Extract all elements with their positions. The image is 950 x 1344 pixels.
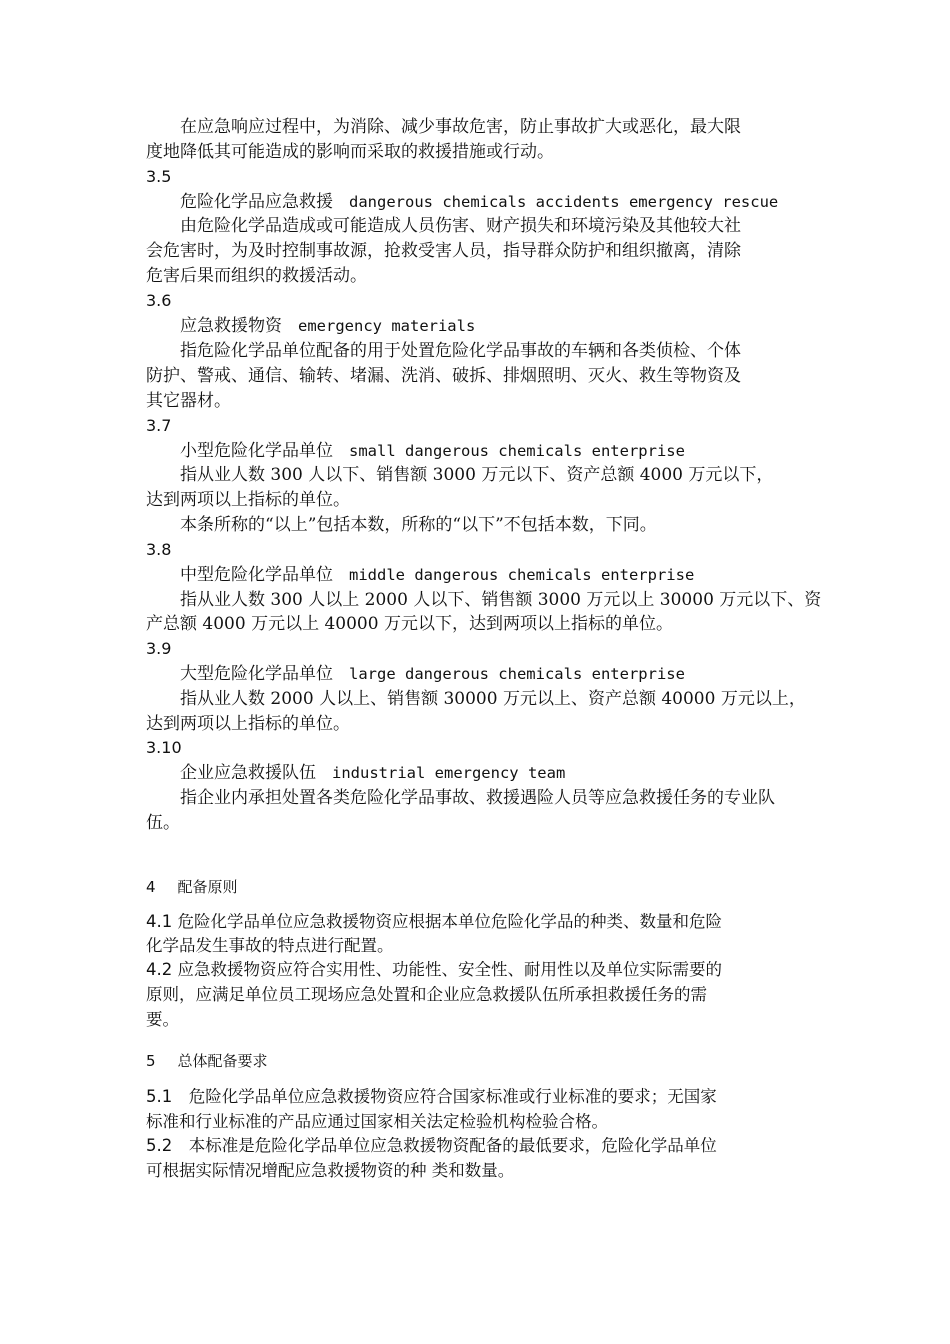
term-english: dangerous chemicals accidents emergency rescue xyxy=(349,193,779,211)
paragraph-line: 指企业内承担处置各类危险化学品事故、救援遇险人员等应急救援任务的专业队 xyxy=(180,788,775,808)
paragraph-line: 5.1 危险化学品单位应急救援物资应符合国家标准或行业标准的要求；无国家 xyxy=(146,1087,717,1106)
paragraph-line: 伍。 xyxy=(146,813,180,833)
section-number: 3.5 xyxy=(146,167,172,186)
paragraph-line: 原则，应满足单位员工现场应急处置和企业应急救援队伍所承担救援任务的需 xyxy=(146,985,707,1004)
term-chinese: 企业应急救援队伍 xyxy=(180,763,316,783)
term-english: middle dangerous chemicals enterprise xyxy=(349,566,695,584)
term-chinese: 小型危险化学品单位 xyxy=(180,441,333,461)
term-heading xyxy=(180,439,685,463)
paragraph-line: 由危险化学品造成或可能造成人员伤害、财产损失和环境污染及其他较大社 xyxy=(180,216,741,236)
paragraph-line: 本条所称的“以上”包括本数，所称的“以下”不包括本数，下同。 xyxy=(180,515,657,535)
term-chinese: 危险化学品应急救援 xyxy=(180,192,333,212)
term-heading xyxy=(180,563,694,587)
section-heading xyxy=(146,875,238,899)
section-number: 3.8 xyxy=(146,540,172,559)
term-heading xyxy=(180,662,685,686)
section-heading xyxy=(146,1049,268,1073)
paragraph-line: 指危险化学品单位配备的用于处置危险化学品事故的车辆和各类侦检、个体 xyxy=(180,341,741,361)
paragraph-line: 防护、警戒、通信、输转、堵漏、洗消、破拆、排烟照明、灭火、救生等物资及 xyxy=(146,366,741,386)
section-number: 3.9 xyxy=(146,639,172,658)
paragraph-line: 指从业人数 300 人以下、销售额 3000 万元以下、资产总额 4000 万元以下， xyxy=(180,465,774,485)
paragraph-line: 4.2 应急救援物资应符合实用性、功能性、安全性、耐用性以及单位实际需要的 xyxy=(146,960,722,979)
term-english: emergency materials xyxy=(298,317,476,335)
paragraph-line: 会危害时，为及时控制事故源，抢救受害人员，指导群众防护和组织撤离，清除 xyxy=(146,241,741,261)
term-chinese: 应急救援物资 xyxy=(180,316,282,336)
paragraph-line: 指从业人数 300 人以上 2000 人以下、销售额 3000 万元以上 30000 万元以下、资 xyxy=(180,590,822,610)
paragraph-line: 度地降低其可能造成的影响而采取的救援措施或行动。 xyxy=(146,142,554,162)
paragraph-line: 4.1 危险化学品单位应急救援物资应根据本单位危险化学品的种类、数量和危险 xyxy=(146,912,722,931)
paragraph-line: 指从业人数 2000 人以上、销售额 30000 万元以上、资产总额 40000 万元以上， xyxy=(180,689,806,709)
term-heading xyxy=(180,314,475,338)
paragraph-line: 5.2 本标准是危险化学品单位应急救援物资配备的最低要求，危险化学品单位 xyxy=(146,1136,717,1155)
term-heading xyxy=(180,761,565,785)
term-english: large dangerous chemicals enterprise xyxy=(349,665,685,683)
section-number: 3.6 xyxy=(146,291,172,310)
term-chinese: 中型危险化学品单位 xyxy=(180,565,333,585)
paragraph-line: 在应急响应过程中，为消除、减少事故危害，防止事故扩大或恶化，最大限 xyxy=(180,117,741,137)
paragraph-line: 可根据实际情况增配应急救援物资的种 类和数量。 xyxy=(146,1161,515,1180)
paragraph-line: 达到两项以上指标的单位。 xyxy=(146,714,350,734)
term-chinese: 大型危险化学品单位 xyxy=(180,664,333,684)
section-heading-number: 5 xyxy=(146,1052,156,1070)
paragraph-line: 达到两项以上指标的单位。 xyxy=(146,490,350,510)
paragraph-line: 化学品发生事故的特点进行配置。 xyxy=(146,936,394,955)
paragraph-line: 其它器材。 xyxy=(146,391,231,411)
section-heading-title: 配备原则 xyxy=(177,878,238,896)
section-heading-title: 总体配备要求 xyxy=(177,1052,268,1070)
paragraph-line: 产总额 4000 万元以上 40000 万元以下，达到两项以上指标的单位。 xyxy=(146,614,673,634)
paragraph-line: 要。 xyxy=(146,1010,179,1029)
section-heading-number: 4 xyxy=(146,878,156,896)
term-english: small dangerous chemicals enterprise xyxy=(349,442,685,460)
term-english: industrial emergency team xyxy=(332,764,566,782)
paragraph-line: 危害后果而组织的救援活动。 xyxy=(146,266,367,286)
section-number: 3.7 xyxy=(146,416,172,435)
section-number: 3.10 xyxy=(146,738,182,757)
term-heading xyxy=(180,190,778,214)
paragraph-line: 标准和行业标准的产品应通过国家相关法定检验机构检验合格。 xyxy=(146,1112,608,1131)
